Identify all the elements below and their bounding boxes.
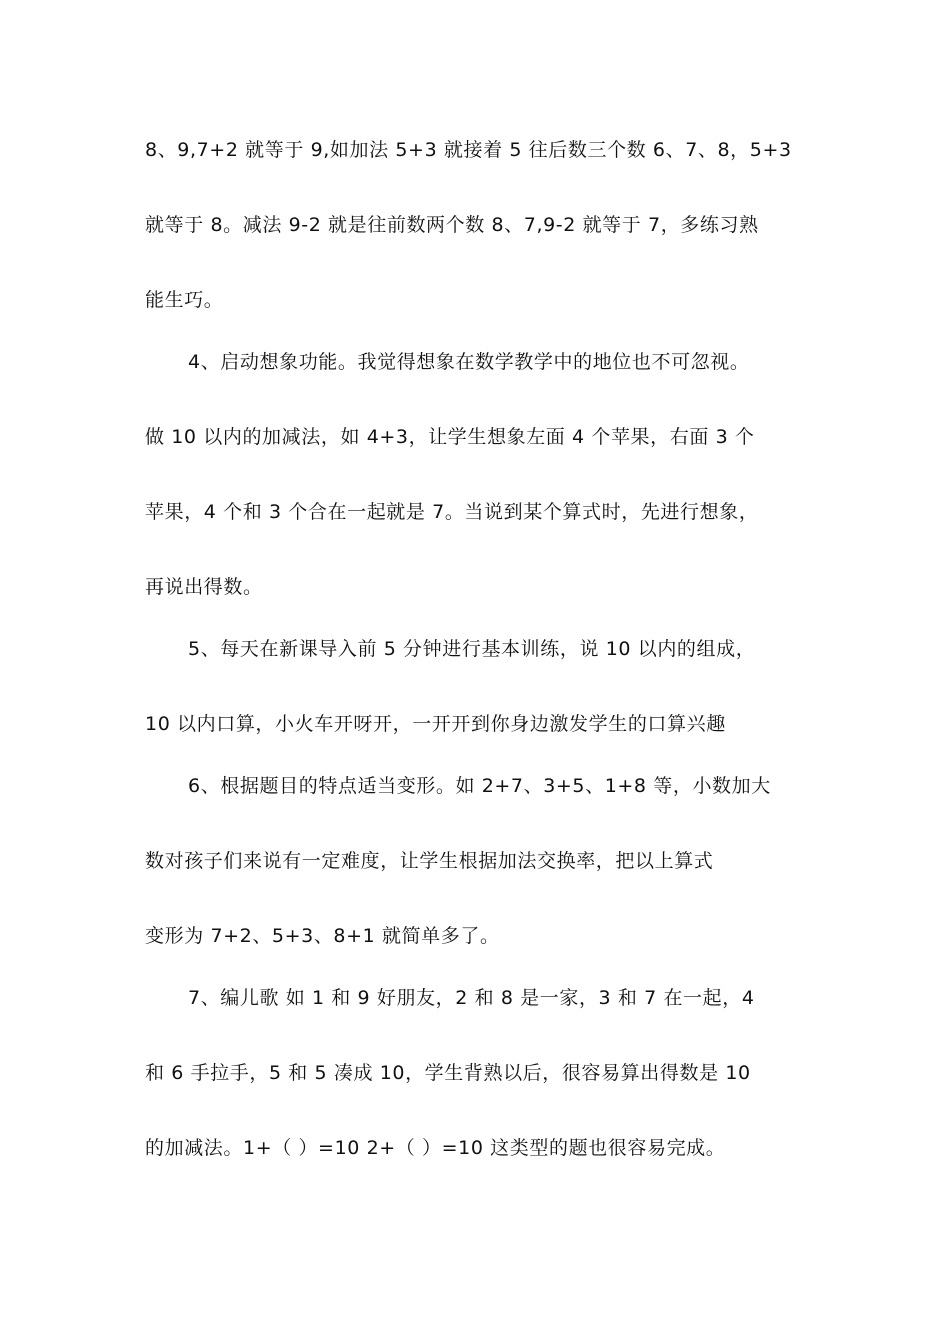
text-line: 做 10 以内的加减法，如 4+3，让学生想象左面 4 个苹果，右面 3 个 bbox=[145, 426, 755, 448]
text-line: 就等于 8。减法 9-2 就是往前数两个数 8、7,9-2 就等于 7，多练习熟 bbox=[145, 214, 759, 236]
text-line: 的加减法。1+（ ）=10 2+（ ）=10 这类型的题也很容易完成。 bbox=[145, 1137, 726, 1159]
text-line: 变形为 7+2、5+3、8+1 就简单多了。 bbox=[145, 925, 500, 947]
paragraph-6-start: 6、根据题目的特点适当变形。如 2+7、3+5、1+8 等，小数加大 bbox=[188, 775, 771, 797]
paragraph-7-start: 7、编儿歌 如 1 和 9 好朋友，2 和 8 是一家，3 和 7 在一起，4 bbox=[188, 987, 755, 1009]
paragraph-4-start: 4、启动想象功能。我觉得想象在数学教学中的地位也不可忽视。 bbox=[188, 351, 750, 373]
text-line: 和 6 手拉手，5 和 5 凑成 10，学生背熟以后，很容易算出得数是 10 bbox=[145, 1062, 751, 1084]
paragraph-5-start: 5、每天在新课导入前 5 分钟进行基本训练，说 10 以内的组成， bbox=[188, 638, 756, 660]
text-line: 数对孩子们来说有一定难度，让学生根据加法交换率，把以上算式 bbox=[145, 850, 714, 872]
text-line: 再说出得数。 bbox=[145, 576, 263, 598]
text-line: 能生巧。 bbox=[145, 289, 224, 311]
text-line: 10 以内口算，小火车开呀开，一开开到你身边激发学生的口算兴趣 bbox=[145, 713, 726, 735]
text-line: 8、9,7+2 就等于 9,如加法 5+3 就接着 5 往后数三个数 6、7、8，5+3 bbox=[145, 139, 792, 161]
text-line: 苹果，4 个和 3 个合在一起就是 7。当说到某个算式时，先进行想象， bbox=[145, 501, 759, 523]
